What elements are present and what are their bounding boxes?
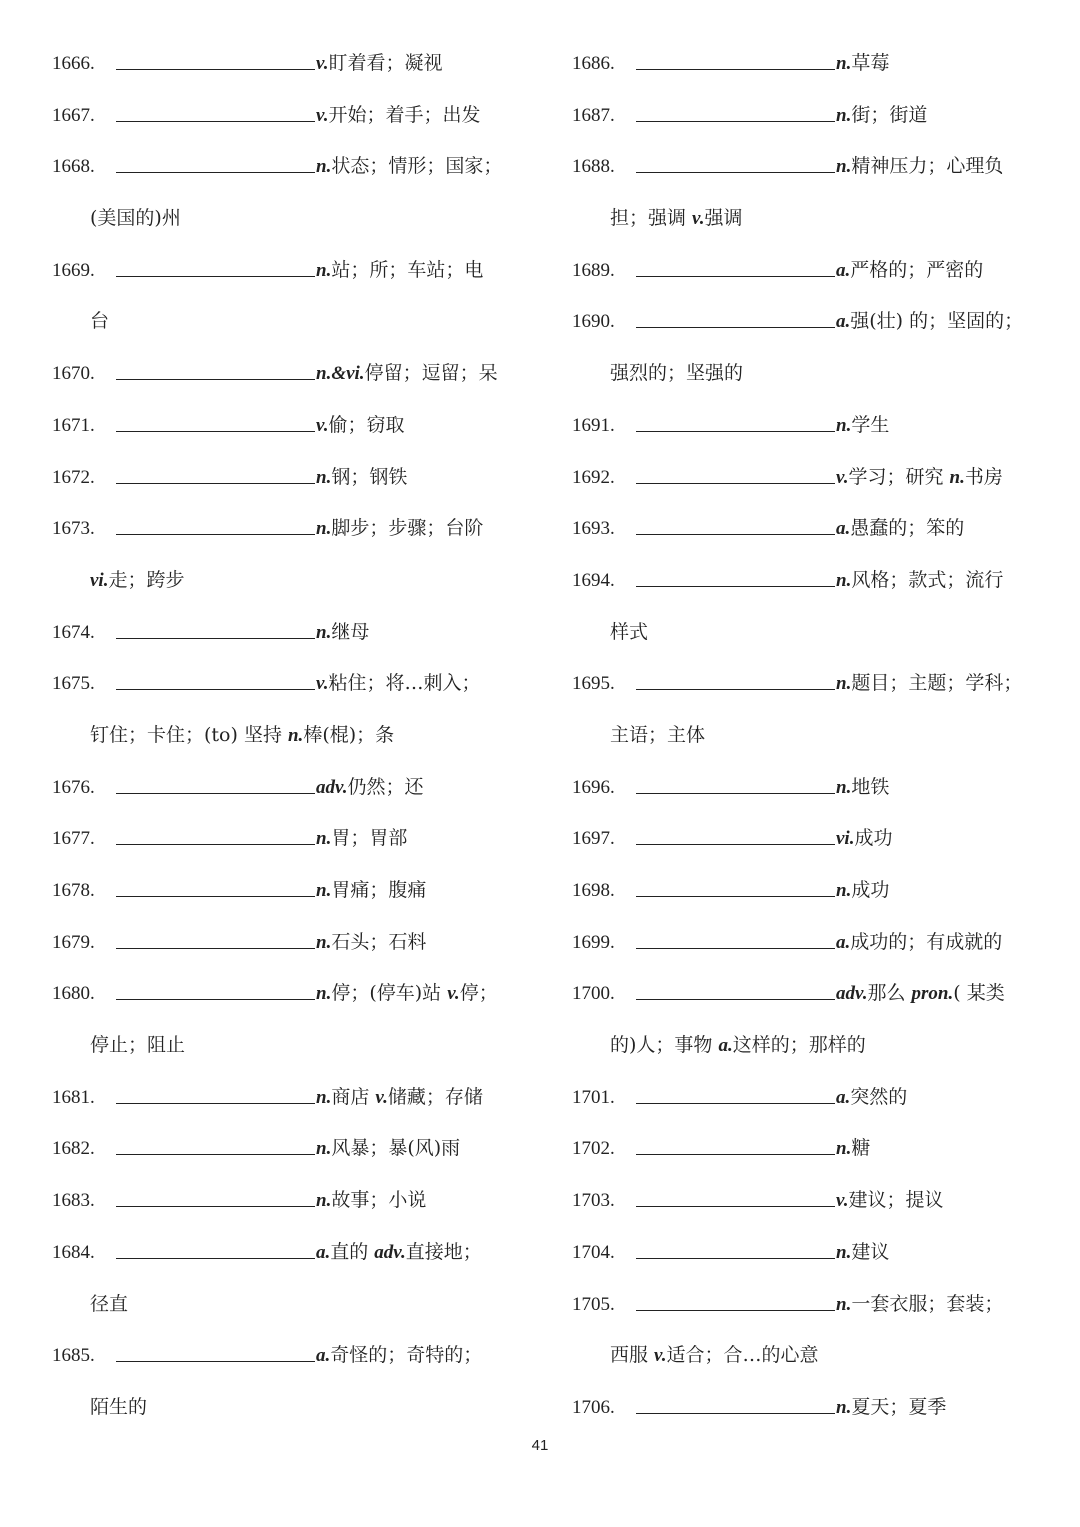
definition-text: 直接地； — [405, 1240, 482, 1263]
definition-text: 停止；阻止 — [90, 1034, 186, 1057]
entry-number: 1698. — [572, 880, 615, 901]
vocab-entry — [572, 555, 1042, 607]
definition-text: 街；街道 — [851, 103, 928, 126]
part-of-speech: a. — [316, 1241, 331, 1263]
answer-blank[interactable] — [116, 1242, 315, 1259]
part-of-speech: v. — [447, 983, 460, 1005]
entry-number: 1677. — [52, 828, 95, 850]
vocab-entry — [572, 1123, 1042, 1175]
vocab-entry — [572, 1175, 1042, 1227]
entry-number: 1691. — [572, 414, 615, 436]
part-of-speech: n. — [316, 259, 332, 281]
entry-continuation — [52, 296, 522, 348]
vocab-entry — [572, 38, 1042, 90]
answer-blank[interactable] — [116, 932, 315, 949]
right-column — [572, 38, 1042, 1434]
entry-number: 1700. — [572, 983, 615, 1005]
definition-text: 状态；情形；国家； — [331, 155, 503, 178]
vocab-entry — [572, 813, 1042, 865]
part-of-speech: vi. — [90, 569, 109, 591]
definition-text: 成功的；有成就的 — [850, 930, 1003, 953]
definition-text: 风暴；暴(风)雨 — [331, 1137, 461, 1160]
entry-number: 1703. — [572, 1190, 615, 1212]
definition-text: 胃；胃部 — [331, 827, 408, 850]
definition-text: 停留；逗留；呆 — [364, 362, 498, 385]
definition-text: 强(壮) 的；坚固的； — [850, 310, 1024, 333]
entry-number: 1705. — [572, 1293, 615, 1315]
definition-text: 陌生的 — [90, 1395, 148, 1418]
part-of-speech: n. — [316, 931, 332, 953]
definition-text: 那么 — [867, 982, 912, 1005]
answer-blank[interactable] — [116, 1087, 315, 1104]
definition-text: 这样的；那样的 — [732, 1034, 866, 1057]
answer-blank[interactable] — [636, 1397, 835, 1414]
part-of-speech: vi. — [836, 828, 855, 850]
definition-text: 夏天；夏季 — [851, 1395, 947, 1418]
part-of-speech: n. — [836, 414, 852, 436]
part-of-speech: adv. — [836, 983, 868, 1005]
part-of-speech: n. — [836, 1396, 852, 1418]
vocab-entry — [52, 762, 522, 814]
answer-blank[interactable] — [636, 518, 835, 535]
vocab-entry — [52, 1072, 522, 1124]
entry-number: 1706. — [572, 1396, 615, 1418]
part-of-speech: v. — [316, 673, 329, 695]
definition-text: 一套衣服；套装； — [851, 1292, 1004, 1315]
vocab-entry — [52, 917, 522, 969]
definition-text: 粘住；将…刺入； — [328, 672, 481, 695]
vocab-entry — [572, 917, 1042, 969]
definition-text: 走；跨步 — [108, 568, 185, 591]
answer-blank[interactable] — [636, 1242, 835, 1259]
vocab-entry — [52, 1330, 522, 1382]
vocab-entry — [572, 1382, 1042, 1434]
entry-number: 1696. — [572, 776, 615, 798]
part-of-speech: n. — [316, 466, 332, 488]
definition-text: 储藏；存储 — [387, 1085, 483, 1108]
entry-continuation — [52, 1020, 522, 1072]
answer-blank[interactable] — [636, 1138, 835, 1155]
answer-blank[interactable] — [636, 570, 835, 587]
definition-text: 偷；窃取 — [328, 413, 405, 436]
entry-continuation — [52, 555, 522, 607]
answer-blank[interactable] — [116, 777, 315, 794]
answer-blank[interactable] — [636, 1087, 835, 1104]
definition-text: 主语；主体 — [610, 723, 706, 746]
answer-blank[interactable] — [636, 777, 835, 794]
part-of-speech: n. — [836, 673, 852, 695]
definition-text: 台 — [90, 310, 110, 333]
part-of-speech: a. — [836, 1086, 851, 1108]
entry-number: 1683. — [52, 1190, 95, 1212]
definition-text: 站；所；车站；电 — [331, 258, 484, 281]
answer-blank[interactable] — [636, 467, 835, 484]
entry-number: 1690. — [572, 311, 615, 333]
definition-text: 地铁 — [851, 775, 890, 798]
left-column — [52, 38, 522, 1434]
answer-blank[interactable] — [116, 1190, 315, 1207]
entry-number: 1682. — [52, 1138, 95, 1160]
vocab-entry — [52, 452, 522, 504]
entry-number: 1692. — [572, 466, 615, 488]
vocab-entry — [52, 658, 522, 710]
answer-blank[interactable] — [116, 828, 315, 845]
answer-blank[interactable] — [636, 828, 835, 845]
answer-blank[interactable] — [116, 415, 315, 432]
entry-number: 1687. — [572, 104, 615, 126]
answer-blank[interactable] — [116, 105, 315, 122]
entry-continuation — [572, 1330, 1042, 1382]
vocab-entry — [572, 1279, 1042, 1331]
vocab-entry — [52, 348, 522, 400]
definition-text: 仍然；还 — [347, 775, 424, 798]
vocab-entry — [572, 296, 1042, 348]
page-number: 41 — [531, 1437, 549, 1454]
vocab-entry — [572, 658, 1042, 710]
entry-number: 1676. — [52, 776, 95, 798]
definition-text: 题目；主题；学科； — [851, 672, 1023, 695]
definition-text: 建议；提议 — [848, 1189, 944, 1212]
part-of-speech: n. — [316, 880, 332, 901]
part-of-speech: n. — [316, 518, 332, 540]
vocab-entry — [52, 813, 522, 865]
part-of-speech: n. — [836, 156, 852, 178]
definition-text: 风格；款式；流行 — [851, 568, 1004, 591]
entry-number: 1695. — [572, 673, 615, 695]
part-of-speech: a. — [316, 1345, 331, 1367]
part-of-speech: a. — [836, 259, 851, 281]
part-of-speech: n. — [836, 1293, 852, 1315]
definition-text: 盯着看；凝视 — [328, 52, 443, 74]
part-of-speech: n. — [836, 53, 852, 74]
entry-number: 1688. — [572, 156, 615, 178]
vocab-entry — [52, 400, 522, 452]
answer-blank[interactable] — [636, 415, 835, 432]
entry-continuation — [572, 710, 1042, 762]
part-of-speech: n. — [287, 724, 304, 746]
entry-number: 1673. — [52, 518, 95, 540]
definition-text: 成功 — [854, 827, 893, 850]
definition-text: 胃痛；腹痛 — [331, 879, 427, 901]
definition-text: 样式 — [610, 620, 649, 643]
definition-text: 商店 — [331, 1085, 376, 1108]
definition-text: 严格的；严密的 — [850, 258, 984, 281]
definition-text: (美国的)州 — [90, 207, 181, 230]
vocab-entry — [572, 90, 1042, 142]
part-of-speech: n. — [836, 1138, 852, 1160]
entry-number: 1689. — [572, 259, 615, 281]
definition-text: 学习；研究 — [848, 465, 950, 488]
definition-text: 直的 — [330, 1240, 375, 1263]
definition-text: 建议 — [851, 1240, 890, 1263]
part-of-speech: n. — [316, 983, 332, 1005]
definition-text: 愚蠢的；笨的 — [850, 517, 965, 540]
entry-number: 1697. — [572, 828, 615, 850]
entry-number: 1675. — [52, 673, 95, 695]
definition-text: 停； — [459, 982, 498, 1005]
vocab-entry — [572, 865, 1042, 917]
vocab-entry — [52, 245, 522, 297]
entry-continuation — [52, 193, 522, 245]
entry-continuation — [52, 1279, 522, 1331]
entry-number: 1684. — [52, 1241, 95, 1263]
vocab-entry — [572, 141, 1042, 193]
part-of-speech: n.&vi. — [316, 363, 365, 385]
entry-number: 1685. — [52, 1345, 95, 1367]
part-of-speech: n. — [949, 466, 965, 488]
definition-text: 强调 — [704, 207, 743, 230]
entry-number: 1693. — [572, 518, 615, 540]
part-of-speech: v. — [316, 104, 329, 126]
answer-blank[interactable] — [636, 932, 835, 949]
answer-blank[interactable] — [636, 1294, 835, 1311]
answer-blank[interactable] — [636, 983, 835, 1000]
part-of-speech: v. — [316, 53, 329, 74]
answer-blank[interactable] — [116, 53, 315, 70]
answer-blank[interactable] — [116, 673, 315, 690]
vocab-entry — [52, 1175, 522, 1227]
vocab-entry — [572, 1227, 1042, 1279]
part-of-speech: v. — [836, 1190, 849, 1212]
part-of-speech: adv. — [374, 1241, 406, 1263]
entry-number: 1666. — [52, 53, 95, 74]
definition-text: 棒(棍)；条 — [303, 723, 395, 746]
vocab-entry — [572, 245, 1042, 297]
definition-text: 继母 — [331, 620, 370, 643]
vocab-entry — [572, 503, 1042, 555]
part-of-speech: a. — [836, 311, 851, 333]
answer-blank[interactable] — [116, 1138, 315, 1155]
answer-blank[interactable] — [116, 156, 315, 173]
definition-text: 书房 — [964, 465, 1003, 488]
definition-text: 径直 — [90, 1292, 129, 1315]
vocab-entry — [572, 1072, 1042, 1124]
answer-blank[interactable] — [116, 467, 315, 484]
part-of-speech: n. — [316, 1138, 332, 1160]
entry-continuation — [572, 1020, 1042, 1072]
part-of-speech: a. — [836, 931, 851, 953]
part-of-speech: n. — [316, 828, 332, 850]
part-of-speech: n. — [836, 1241, 852, 1263]
answer-blank[interactable] — [636, 311, 835, 328]
vocab-entry — [572, 762, 1042, 814]
entry-number: 1699. — [572, 931, 615, 953]
entry-number: 1671. — [52, 414, 95, 436]
entry-number: 1680. — [52, 983, 95, 1005]
answer-blank[interactable] — [116, 1345, 315, 1362]
definition-text: 故事；小说 — [331, 1189, 427, 1212]
part-of-speech: n. — [836, 104, 852, 126]
entry-number: 1694. — [572, 569, 615, 591]
entry-number: 1702. — [572, 1138, 615, 1160]
part-of-speech: a. — [836, 518, 851, 540]
part-of-speech: n. — [316, 621, 332, 643]
entry-continuation — [52, 1382, 522, 1434]
definition-text: 开始；着手；出发 — [328, 103, 481, 126]
entry-number: 1704. — [572, 1241, 615, 1263]
vocab-entry — [572, 452, 1042, 504]
definition-text: 停；(停车)站 — [331, 982, 448, 1005]
answer-blank[interactable] — [636, 105, 835, 122]
definition-text: 西服 — [610, 1344, 655, 1367]
answer-blank[interactable] — [116, 260, 315, 277]
definition-text: 成功 — [851, 879, 890, 901]
entry-number: 1667. — [52, 104, 95, 126]
entry-continuation — [52, 710, 522, 762]
part-of-speech: adv. — [316, 776, 348, 798]
definition-text: 钉住；卡住；(to) 坚持 — [90, 723, 288, 746]
definition-text: 草莓 — [851, 52, 890, 74]
answer-blank[interactable] — [636, 260, 835, 277]
part-of-speech: a. — [718, 1035, 733, 1057]
entry-number: 1686. — [572, 53, 615, 74]
answer-blank[interactable] — [116, 622, 315, 639]
vocab-entry — [52, 1123, 522, 1175]
entry-number: 1701. — [572, 1086, 615, 1108]
definition-text: 精神压力；心理负 — [851, 155, 1004, 178]
entry-number: 1679. — [52, 931, 95, 953]
entry-number: 1674. — [52, 621, 95, 643]
entry-number: 1681. — [52, 1086, 95, 1108]
part-of-speech: n. — [836, 880, 852, 901]
definition-text: 强烈的；坚强的 — [610, 362, 744, 385]
part-of-speech: v. — [654, 1345, 667, 1367]
entry-number: 1672. — [52, 466, 95, 488]
answer-blank[interactable] — [636, 53, 835, 70]
definition-text: 学生 — [851, 413, 890, 436]
entry-number: 1669. — [52, 259, 95, 281]
vocab-entry — [52, 607, 522, 659]
entry-number: 1668. — [52, 156, 95, 178]
vocab-entry — [572, 968, 1042, 1020]
part-of-speech: n. — [836, 569, 852, 591]
part-of-speech: v. — [836, 466, 849, 488]
vocab-entry — [52, 865, 522, 917]
definition-text: 适合；合…的心意 — [666, 1344, 819, 1367]
answer-blank[interactable] — [636, 673, 835, 690]
answer-blank[interactable] — [636, 880, 835, 897]
vocab-entry — [52, 1227, 522, 1279]
part-of-speech: n. — [316, 1086, 332, 1108]
part-of-speech: v. — [316, 414, 329, 436]
part-of-speech: n. — [836, 776, 852, 798]
entry-continuation — [572, 193, 1042, 245]
part-of-speech: v. — [375, 1086, 388, 1108]
vocab-entry — [52, 90, 522, 142]
definition-text: ( 某类 — [953, 982, 1005, 1005]
answer-blank[interactable] — [116, 363, 315, 380]
definition-text: 钢；钢铁 — [331, 465, 408, 488]
vocab-entry — [52, 141, 522, 193]
entry-number: 1670. — [52, 363, 95, 385]
definition-text: 脚步；步骤；台阶 — [331, 517, 484, 540]
vocab-entry — [52, 503, 522, 555]
part-of-speech: v. — [692, 208, 705, 230]
part-of-speech: n. — [316, 156, 332, 178]
definition-text: 担；强调 — [610, 207, 693, 230]
vocab-entry — [52, 38, 522, 90]
entry-continuation — [572, 607, 1042, 659]
entry-number: 1678. — [52, 880, 95, 901]
answer-blank[interactable] — [636, 1190, 835, 1207]
definition-text: 石头；石料 — [331, 930, 427, 953]
answer-blank[interactable] — [116, 983, 315, 1000]
answer-blank[interactable] — [116, 880, 315, 897]
part-of-speech: pron. — [911, 983, 954, 1005]
definition-text: 糖 — [851, 1137, 871, 1160]
answer-blank[interactable] — [116, 518, 315, 535]
vocab-entry — [572, 400, 1042, 452]
part-of-speech: n. — [316, 1190, 332, 1212]
definition-text: 突然的 — [850, 1085, 908, 1108]
definition-text: 的)人；事物 — [610, 1034, 719, 1057]
answer-blank[interactable] — [636, 156, 835, 173]
vocab-entry — [52, 968, 522, 1020]
definition-text: 奇怪的；奇特的； — [330, 1344, 483, 1367]
entry-continuation — [572, 348, 1042, 400]
